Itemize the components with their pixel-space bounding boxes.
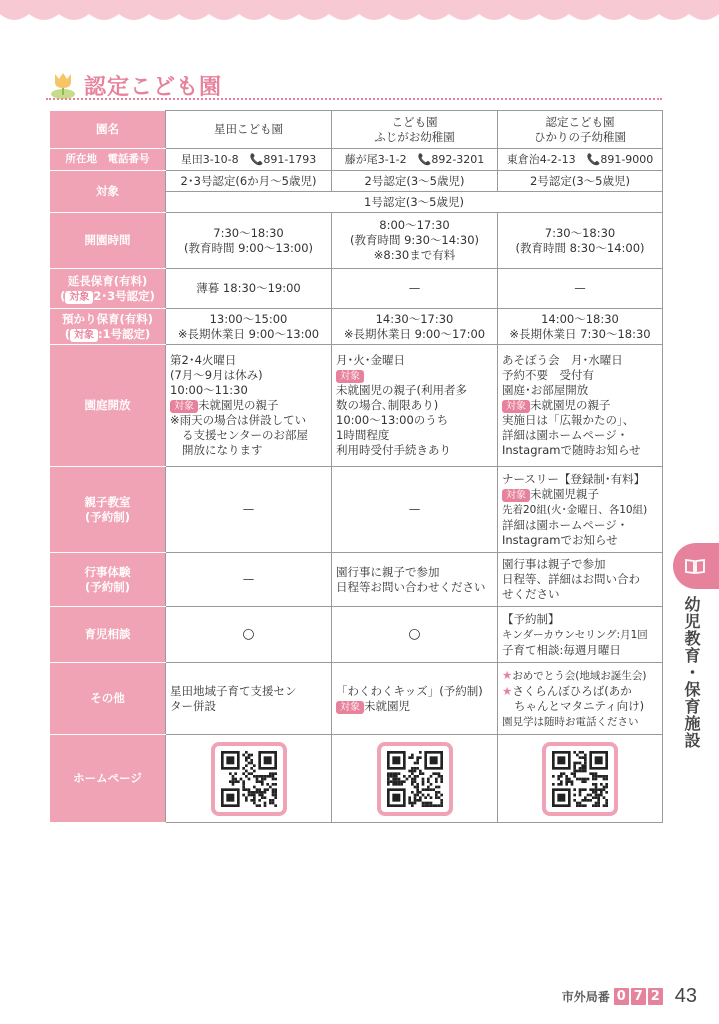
- area-code-digit: 2: [648, 988, 663, 1005]
- hours-fujigao-l1: 8:00〜17:30: [379, 218, 450, 232]
- hours-fujigao-l3: ※8:30まで有料: [373, 248, 456, 262]
- parent-class-hoshida: —: [166, 467, 332, 553]
- row-header-target: 対象: [50, 171, 166, 213]
- target-badge: 対象: [502, 400, 530, 413]
- area-code-label: 市外局番: [561, 990, 610, 1004]
- address-hikari: 東倉治4-2-13 📞891-9000: [498, 149, 663, 171]
- extended-hoshida: 薄暮 18:30〜19:00: [166, 269, 332, 309]
- events-label-l1: 行事体験: [84, 564, 131, 579]
- target-badge: 対象: [502, 489, 530, 502]
- other-fujigao-l2: 未就園児: [364, 698, 410, 713]
- row-header-homepage: ホームページ: [50, 735, 166, 823]
- deposit-hikari-l1: 14:00〜18:30: [541, 311, 619, 326]
- extended-fujigao: —: [332, 269, 498, 309]
- row-header-consult: 育児相談: [50, 607, 166, 663]
- target-badge: 対象: [170, 400, 198, 413]
- hours-hikari-l1: 7:30〜18:30: [544, 225, 616, 240]
- garden-hikari-l4: 未就園児の親子: [530, 398, 611, 412]
- parent-class-hikari-l1: ナースリー【登録制･有料】: [502, 471, 646, 486]
- hours-row: [50, 213, 663, 269]
- garden-hikari-l3: 園庭･お部屋開放: [502, 383, 589, 397]
- row-header-other: その他: [50, 663, 166, 735]
- other-hikari-l1: おめでとう会(地域お誕生会): [512, 669, 647, 682]
- qr-code-hoshida[interactable]: [211, 742, 287, 816]
- row-header-hours: 開園時間: [50, 213, 166, 269]
- garden-hoshida-l4: 未就園児の親子: [198, 398, 279, 412]
- parent-class-label-l2: (予約制): [84, 509, 130, 524]
- homepage-fujigao: [332, 735, 498, 823]
- hours-fujigao: [332, 213, 498, 269]
- garden-fujigao-l1: 月･火･金曜日: [336, 353, 405, 367]
- row-header-deposit: [50, 309, 166, 345]
- target-fujigao: 2号認定(3〜5歳児): [332, 171, 498, 192]
- row-header-address: 所在地 電話番号: [50, 149, 166, 171]
- school-name-hikari-line1: 認定こども園: [545, 114, 615, 129]
- page-number: 43: [674, 985, 697, 1007]
- homepage-row: [50, 735, 663, 823]
- consult-hoshida: ○: [166, 607, 332, 663]
- other-fujigao: [332, 663, 498, 735]
- events-fujigao-l2: 日程等お問い合わせください: [336, 579, 486, 594]
- garden-fujigao-l5: 1時間程度: [336, 428, 390, 442]
- address-fujigao: 藤が尾3-1-2 📞892-3201: [332, 149, 498, 171]
- events-hoshida: —: [166, 553, 332, 607]
- consult-hikari-l2: キンダーカウンセリング:月1回: [502, 628, 648, 641]
- deposit-label-rest: :1号認定): [97, 326, 151, 341]
- events-hikari-l1: 園行事は親子で参加: [502, 557, 606, 571]
- target-shared: 1号認定(3〜5歳児): [166, 192, 663, 213]
- hours-fujigao-l2: (教育時間 9:30〜14:30): [349, 233, 480, 247]
- other-hoshida-l2: ター併設: [170, 698, 216, 713]
- garden-fujigao-l2: 未就園児の親子(利用者多: [336, 383, 467, 397]
- deposit-hoshida-l1: 13:00〜15:00: [209, 311, 288, 326]
- parent-class-fujigao: —: [332, 467, 498, 553]
- deposit-hoshida-l2: ※長期休業日 9:00〜13:00: [177, 326, 320, 341]
- target-badge: 対象: [65, 291, 93, 304]
- area-code-digit: 0: [614, 988, 629, 1005]
- qr-code-icon: [386, 751, 444, 807]
- school-name-hikari: [498, 111, 663, 149]
- parent-class-hikari-l3: 先着20組(火･金曜日、各10組): [502, 503, 648, 516]
- consult-hikari: [498, 607, 663, 663]
- events-label-l2: (予約制): [84, 579, 130, 594]
- other-fujigao-l1: 「わくわくキッズ」(予約制): [336, 683, 483, 698]
- top-wave-decoration: [0, 0, 719, 30]
- school-name-hikari-line2: ひかりの子幼稚園: [534, 129, 626, 144]
- parent-class-hikari-l2: 未就園児親子: [530, 486, 599, 501]
- other-hikari-l3: ちゃんとマタニティ向け): [514, 698, 645, 713]
- star-icon: ★: [502, 667, 513, 682]
- events-fujigao: [332, 553, 498, 607]
- header-row: [50, 111, 663, 149]
- other-hoshida-l1: 星田地域子育て支援セン: [170, 683, 297, 698]
- extended-label-rest: 2･3号認定): [93, 288, 155, 303]
- parent-class-label-l1: 親子教室: [84, 494, 131, 509]
- row-header-events: [50, 553, 166, 607]
- row-header-parent-class: [50, 467, 166, 553]
- deposit-label-l1: 預かり保育(有料): [61, 311, 153, 326]
- other-row: [50, 663, 663, 735]
- garden-hoshida-l5: ※雨天の場合は併設してい: [170, 413, 307, 427]
- deposit-fujigao-l2: ※長期休業日 9:00〜17:00: [343, 326, 486, 341]
- garden-fujigao-l3: 数の場合､制限あり): [336, 398, 439, 412]
- other-hikari-l2: さくらんぼひろば(あか: [512, 683, 632, 698]
- deposit-label-paren: (: [64, 326, 70, 341]
- consult-row: [50, 607, 663, 663]
- garden-fujigao-l4: 10:00〜13:00のうち: [336, 413, 449, 427]
- qr-code-hikari[interactable]: [542, 742, 618, 816]
- deposit-hoshida: [166, 309, 332, 345]
- garden-hikari-l2: 予約不要 受付有: [502, 368, 594, 382]
- page-title: 認定こども園: [84, 74, 223, 100]
- target-badge: 対象: [336, 370, 364, 383]
- garden-hikari-l7: Instagramで随時お知らせ: [502, 443, 641, 457]
- events-hikari-l2: 日程等、詳細はお問い合わ: [502, 572, 640, 586]
- extended-label-paren: (: [60, 288, 66, 303]
- events-hikari: [498, 553, 663, 607]
- deposit-hikari-l2: ※長期休業日 7:30〜18:30: [509, 326, 651, 341]
- star-icon: ★: [502, 683, 513, 698]
- book-icon: [685, 558, 705, 574]
- hours-hoshida: [166, 213, 332, 269]
- row-header-garden: 園庭開放: [50, 345, 166, 467]
- garden-hikari-l6: 詳細は園ホームページ・: [502, 428, 629, 442]
- target-hoshida: 2･3号認定(6か月〜5歳児): [166, 171, 332, 192]
- address-hoshida: 星田3-10-8 📞891-1793: [166, 149, 332, 171]
- consult-hikari-l1: 【予約制】: [502, 611, 560, 626]
- hours-hikari: [498, 213, 663, 269]
- garden-hoshida-l2: (7月〜9月は休み): [170, 368, 263, 382]
- garden-row: [50, 345, 663, 467]
- target-badge: 対象: [336, 701, 364, 714]
- side-tab: [673, 543, 719, 589]
- deposit-hikari: [498, 309, 663, 345]
- garden-fujigao-l6: 利用時受付手続きあり: [336, 443, 451, 457]
- row-header-extended: [50, 269, 166, 309]
- homepage-hoshida: [166, 735, 332, 823]
- homepage-hikari: [498, 735, 663, 823]
- extended-hikari: —: [498, 269, 663, 309]
- other-hoshida: [166, 663, 332, 735]
- events-row: [50, 553, 663, 607]
- school-name-fujigao-line2: ふじがお幼稚園: [374, 129, 455, 144]
- parent-class-hikari-l4: 詳細は園ホームページ・: [502, 517, 629, 532]
- deposit-row: [50, 309, 663, 345]
- garden-hikari: [498, 345, 663, 467]
- qr-code-fujigao[interactable]: [377, 742, 453, 816]
- deposit-fujigao-l1: 14:30〜17:30: [375, 311, 454, 326]
- target-hikari: 2号認定(3〜5歳児): [498, 171, 663, 192]
- hours-hikari-l2: (教育時間 8:30〜14:00): [515, 240, 645, 255]
- consult-fujigao: ○: [332, 607, 498, 663]
- kindergarten-table: [49, 110, 663, 823]
- other-hikari-l4: 園見学は随時お電話ください: [502, 715, 639, 728]
- area-code-digit: 7: [631, 988, 646, 1005]
- school-name-fujigao-line1: こども園: [391, 114, 438, 129]
- garden-hikari-l1: あそぼう会 月･水曜日: [502, 353, 623, 367]
- row-header-name: 園名: [50, 111, 166, 149]
- garden-fujigao: [332, 345, 498, 467]
- garden-hikari-l5: 実施日は「広報かたの」、: [502, 413, 635, 427]
- events-fujigao-l1: 園行事に親子で参加: [336, 564, 440, 579]
- garden-hoshida-l7: 開放になります: [182, 443, 263, 457]
- garden-hoshida-l1: 第2･4火曜日: [170, 353, 237, 367]
- school-name-hoshida: 星田こども園: [166, 111, 332, 149]
- extended-label-l1: 延長保育(有料): [67, 273, 148, 288]
- events-hikari-l3: せください: [502, 587, 560, 601]
- parent-class-hikari: [498, 467, 663, 553]
- school-name-fujigao: [332, 111, 498, 149]
- parent-class-hikari-l5: Instagramでお知らせ: [502, 532, 618, 547]
- garden-hoshida: [166, 345, 332, 467]
- extended-row: [50, 269, 663, 309]
- qr-code-icon: [220, 751, 278, 807]
- deposit-fujigao: [332, 309, 498, 345]
- qr-code-icon: [551, 751, 609, 807]
- garden-hoshida-l3: 10:00〜11:30: [170, 383, 248, 397]
- hours-hoshida-l1: 7:30〜18:30: [213, 225, 284, 240]
- tulip-icon: [46, 68, 80, 102]
- consult-hikari-l3: 子育て相談:毎週月曜日: [502, 642, 621, 657]
- section-title: [46, 68, 222, 102]
- address-row: [50, 149, 663, 171]
- title-underline: [46, 98, 662, 100]
- garden-hoshida-l6: る支援センターのお部屋: [182, 428, 309, 442]
- side-section-label: 幼児教育・保育施設: [682, 596, 701, 749]
- hours-hoshida-l2: (教育時間 9:00〜13:00): [183, 240, 314, 255]
- footer: [562, 985, 697, 1008]
- target-badge: 対象: [70, 329, 98, 342]
- target-row: [50, 171, 663, 192]
- parent-class-row: [50, 467, 663, 553]
- other-hikari: [498, 663, 663, 735]
